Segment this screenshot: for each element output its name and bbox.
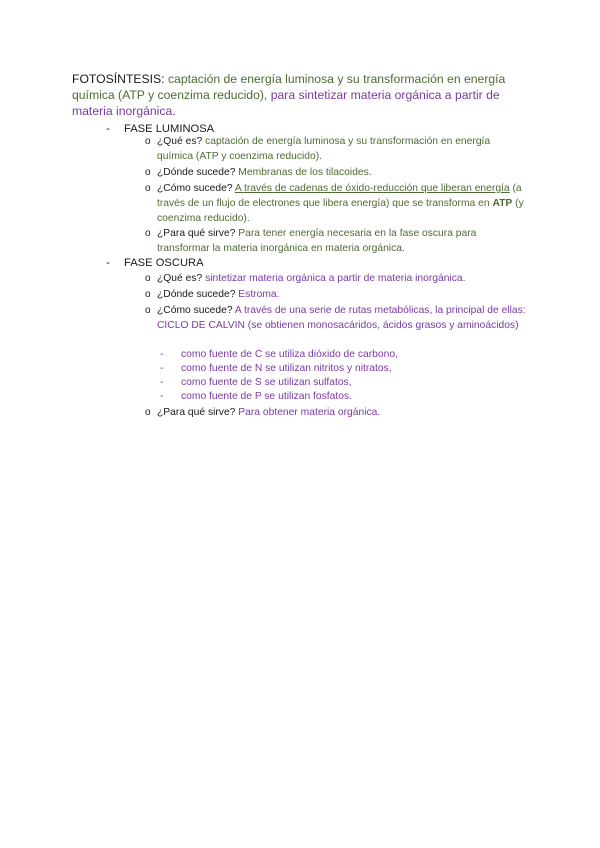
answer-text: sintetizar materia orgánica a partir de materia inorgánica.: [202, 273, 466, 284]
bullet-marker: o: [145, 167, 151, 178]
sub-text: como fuente de P se utilizan fosfatos.: [181, 391, 352, 402]
intro-purpose: para sintetizar materia orgánica a partir de materia inorgánica.: [72, 88, 500, 118]
sub-dash: -: [160, 349, 164, 360]
question-label: ¿Qué es?: [157, 136, 203, 147]
intro-definition: captación de energía luminosa y su transformación en energía química (ATP y coenzima reducido),: [72, 72, 506, 102]
intro-paragraph: [72, 71, 532, 119]
sub-dash: -: [160, 391, 164, 402]
answer-bold: ATP: [492, 198, 513, 209]
question-label: ¿Para qué sirve?: [157, 407, 236, 418]
bullet-marker: o: [145, 228, 151, 239]
question-label: ¿Cómo sucede?: [157, 183, 233, 194]
bullet-marker: o: [145, 289, 151, 300]
sub-text: como fuente de S se utilizan sulfatos,: [181, 377, 352, 388]
sub-dash: -: [160, 377, 164, 388]
answer-text: Para tener energía necesaria en la fase oscura para transformar la materia inorgánica en materia orgánica.: [157, 228, 477, 254]
answer-text: Membranas de los tilacoides.: [235, 167, 372, 178]
bullet-marker: o: [145, 183, 151, 194]
sub-text: como fuente de C se utiliza dióxido de carbono,: [181, 349, 398, 360]
phase-title: FASE LUMINOSA: [124, 123, 215, 135]
question-label: ¿Dónde sucede?: [157, 289, 236, 300]
question-label: ¿Qué es?: [157, 273, 203, 284]
answer-text-end: (y coenzima reducido).: [157, 198, 524, 224]
sub-dash: -: [160, 363, 164, 374]
phase-dash: -: [106, 257, 110, 269]
bullet-marker: o: [145, 305, 151, 316]
phase-title: FASE OSCURA: [124, 257, 204, 269]
answer-text: A través de una serie de rutas metabólicas, la principal de ellas: CICLO DE CALVIN (se obtienen monosacáridos, ácidos grasos y aminoácidos): [157, 305, 526, 331]
answer-text: Estroma.: [235, 289, 280, 300]
sub-text: como fuente de N se utilizan nitritos y nitratos,: [181, 363, 392, 374]
question-label: ¿Para qué sirve?: [157, 228, 236, 239]
intro-term: FOTOSÍNTESIS:: [72, 72, 165, 86]
answer-text: (a través de un flujo de electrones que libera energía) que se transforma en: [157, 183, 522, 209]
question-label: ¿Dónde sucede?: [157, 167, 236, 178]
answer-text: Para obtener materia orgánica.: [235, 407, 381, 418]
answer-text: captación de energía luminosa y su transformación en energía química (ATP y coenzima reducido).: [157, 136, 491, 162]
phase-dash: -: [106, 123, 110, 135]
bullet-marker: o: [145, 407, 151, 418]
answer-underlined: A través de cadenas de óxido-reducción que liberan energía: [234, 183, 510, 194]
bullet-marker: o: [145, 273, 151, 284]
question-label: ¿Cómo sucede?: [157, 305, 233, 316]
bullet-marker: o: [145, 136, 151, 147]
fase-oscura-heading: [106, 256, 204, 270]
